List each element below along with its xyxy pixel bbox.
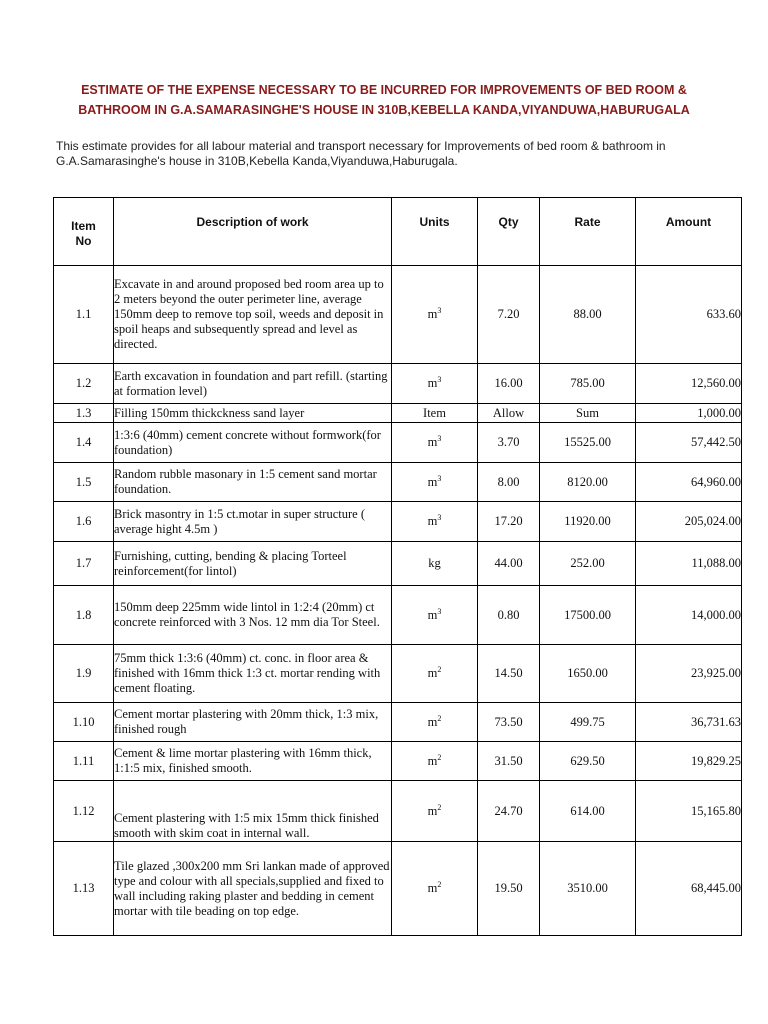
unit-exponent: 3 bbox=[437, 473, 442, 483]
unit-text: m bbox=[427, 803, 438, 818]
row-item-no: 1.8 bbox=[54, 586, 114, 645]
row-unit bbox=[392, 542, 478, 586]
table-row bbox=[54, 404, 742, 423]
row-item-no: 1.11 bbox=[54, 742, 114, 781]
table-row bbox=[54, 502, 742, 542]
row-unit bbox=[392, 404, 478, 423]
row-amount: 12,560.00 bbox=[636, 364, 742, 404]
header-item-no-line-2: No bbox=[75, 233, 92, 248]
row-amount: 19,829.25 bbox=[636, 742, 742, 781]
header-qty: Qty bbox=[478, 198, 540, 266]
row-item-no: 1.1 bbox=[54, 266, 114, 364]
row-unit bbox=[392, 703, 478, 742]
row-amount: 68,445.00 bbox=[636, 842, 742, 936]
unit-text: m bbox=[427, 514, 438, 528]
row-description: Brick masontry in 1:5 ct.motar in super structure ( average hight 4.5m ) bbox=[114, 502, 392, 542]
row-description: Cement & lime mortar plastering with 16mm thick, 1:1:5 mix, finished smooth. bbox=[114, 742, 392, 781]
row-amount: 64,960.00 bbox=[636, 463, 742, 502]
row-description: 150mm deep 225mm wide lintol in 1:2:4 (20mm) ct concrete reinforced with 3 Nos. 12 mm dia Tor Steel. bbox=[114, 586, 392, 645]
row-item-no: 1.12 bbox=[54, 781, 114, 842]
unit-text: Item bbox=[423, 405, 446, 420]
row-rate: 1650.00 bbox=[540, 645, 636, 703]
row-rate: 252.00 bbox=[540, 542, 636, 586]
row-item-no: 1.10 bbox=[54, 703, 114, 742]
row-description: Tile glazed ,300x200 mm Sri lankan made of approved type and colour with all specials,supplied and fixed to wall including raking plaster and bedding in cement mortar with tile beading on top edge. bbox=[114, 842, 392, 936]
row-description: Excavate in and around proposed bed room area up to 2 meters beyond the outer perimeter line, average 150mm deep to remove top soil, weeds and deposit in spoil heaps and subsequently spread and level as directed. bbox=[114, 266, 392, 364]
row-amount: 14,000.00 bbox=[636, 586, 742, 645]
intro-line-1: This estimate provides for all labour material and transport necessary for Improvements of bed room & bathroom in bbox=[56, 139, 666, 153]
header-description: Description of work bbox=[114, 198, 392, 266]
row-description: Filling 150mm thickckness sand layer bbox=[114, 404, 392, 423]
row-qty: 17.20 bbox=[478, 502, 540, 542]
table-header-row bbox=[54, 198, 742, 266]
header-units: Units bbox=[392, 198, 478, 266]
row-description: Cement plastering with 1:5 mix 15mm thick finished smooth with skim coat in internal wall. bbox=[114, 781, 392, 842]
row-amount: 1,000.00 bbox=[636, 404, 742, 423]
row-amount: 15,165.80 bbox=[636, 781, 742, 842]
row-rate: 629.50 bbox=[540, 742, 636, 781]
intro-paragraph bbox=[56, 139, 746, 169]
unit-text: m bbox=[427, 376, 438, 390]
unit-text: m bbox=[427, 435, 438, 449]
row-item-no: 1.5 bbox=[54, 463, 114, 502]
header-amount: Amount bbox=[636, 198, 742, 266]
row-description: Earth excavation in foundation and part refill. (starting at formation level) bbox=[114, 364, 392, 404]
title-line-1: ESTIMATE OF THE EXPENSE NECESSARY TO BE INCURRED FOR IMPROVEMENTS OF BED ROOM & bbox=[81, 83, 687, 97]
unit-text: m bbox=[427, 307, 438, 321]
row-unit bbox=[392, 742, 478, 781]
unit-exponent: 2 bbox=[437, 802, 442, 812]
row-rate: 17500.00 bbox=[540, 586, 636, 645]
row-unit bbox=[392, 586, 478, 645]
unit-exponent: 2 bbox=[437, 713, 442, 723]
row-amount: 633.60 bbox=[636, 266, 742, 364]
table-row bbox=[54, 364, 742, 404]
row-qty: 19.50 bbox=[478, 842, 540, 936]
estimate-table bbox=[53, 197, 742, 936]
row-unit bbox=[392, 266, 478, 364]
row-qty: 8.00 bbox=[478, 463, 540, 502]
table-row bbox=[54, 742, 742, 781]
header-item-no bbox=[54, 198, 114, 266]
row-rate: 785.00 bbox=[540, 364, 636, 404]
table-row bbox=[54, 842, 742, 936]
unit-text: m bbox=[427, 753, 438, 768]
header-item-no-line-1: Item bbox=[71, 218, 96, 233]
unit-exponent: 3 bbox=[437, 512, 442, 522]
table-row bbox=[54, 463, 742, 502]
row-rate: 88.00 bbox=[540, 266, 636, 364]
row-description: 75mm thick 1:3:6 (40mm) ct. conc. in floor area & finished with 16mm thick 1:3 ct. mortar rending with cement floating. bbox=[114, 645, 392, 703]
unit-text: m bbox=[427, 881, 438, 895]
row-description: Random rubble masonary in 1:5 cement sand mortar foundation. bbox=[114, 463, 392, 502]
intro-line-2: G.A.Samarasinghe's house in 310B,Kebella Kanda,Viyanduwa,Haburugala. bbox=[56, 154, 458, 168]
row-item-no: 1.9 bbox=[54, 645, 114, 703]
row-item-no: 1.4 bbox=[54, 423, 114, 463]
row-qty: 73.50 bbox=[478, 703, 540, 742]
table-row bbox=[54, 586, 742, 645]
unit-text: kg bbox=[428, 556, 441, 570]
row-rate: 614.00 bbox=[540, 781, 636, 842]
header-rate: Rate bbox=[540, 198, 636, 266]
row-item-no: 1.3 bbox=[54, 404, 114, 423]
row-qty: 14.50 bbox=[478, 645, 540, 703]
table-row bbox=[54, 781, 742, 842]
row-amount: 11,088.00 bbox=[636, 542, 742, 586]
row-qty: 24.70 bbox=[478, 781, 540, 842]
table-row bbox=[54, 645, 742, 703]
row-qty: 16.00 bbox=[478, 364, 540, 404]
unit-exponent: 3 bbox=[437, 374, 442, 384]
row-qty: 31.50 bbox=[478, 742, 540, 781]
row-amount: 205,024.00 bbox=[636, 502, 742, 542]
unit-exponent: 3 bbox=[437, 606, 442, 616]
row-rate: 8120.00 bbox=[540, 463, 636, 502]
title-line-2: BATHROOM IN G.A.SAMARASINGHE'S HOUSE IN 310B,KEBELLA KANDA,VIYANDUWA,HABURUGALA bbox=[78, 103, 690, 117]
table-row bbox=[54, 423, 742, 463]
row-rate: 15525.00 bbox=[540, 423, 636, 463]
row-item-no: 1.2 bbox=[54, 364, 114, 404]
row-amount: 36,731.63 bbox=[636, 703, 742, 742]
row-qty: 7.20 bbox=[478, 266, 540, 364]
unit-exponent: 2 bbox=[437, 752, 442, 762]
row-qty: 3.70 bbox=[478, 423, 540, 463]
table-row bbox=[54, 542, 742, 586]
table-row bbox=[54, 266, 742, 364]
unit-text: m bbox=[427, 666, 438, 680]
row-unit bbox=[392, 781, 478, 842]
row-amount: 57,442.50 bbox=[636, 423, 742, 463]
row-unit bbox=[392, 842, 478, 936]
table-row bbox=[54, 703, 742, 742]
row-unit bbox=[392, 364, 478, 404]
row-qty: 44.00 bbox=[478, 542, 540, 586]
row-rate: Sum bbox=[540, 404, 636, 423]
row-unit bbox=[392, 423, 478, 463]
unit-exponent: 3 bbox=[437, 433, 442, 443]
unit-text: m bbox=[427, 474, 438, 489]
row-description: Cement mortar plastering with 20mm thick, 1:3 mix, finished rough bbox=[114, 703, 392, 742]
row-amount: 23,925.00 bbox=[636, 645, 742, 703]
unit-text: m bbox=[427, 714, 438, 729]
row-rate: 499.75 bbox=[540, 703, 636, 742]
row-item-no: 1.13 bbox=[54, 842, 114, 936]
row-item-no: 1.7 bbox=[54, 542, 114, 586]
row-item-no: 1.6 bbox=[54, 502, 114, 542]
row-rate: 11920.00 bbox=[540, 502, 636, 542]
row-unit bbox=[392, 502, 478, 542]
row-unit bbox=[392, 463, 478, 502]
unit-text: m bbox=[427, 607, 438, 622]
row-qty: Allow bbox=[478, 404, 540, 423]
unit-exponent: 2 bbox=[437, 879, 442, 889]
row-description: 1:3:6 (40mm) cement concrete without formwork(for foundation) bbox=[114, 423, 392, 463]
unit-exponent: 3 bbox=[437, 305, 442, 315]
row-qty: 0.80 bbox=[478, 586, 540, 645]
document-title bbox=[20, 80, 748, 120]
unit-exponent: 2 bbox=[437, 664, 442, 674]
row-description: Furnishing, cutting, bending & placing Torteel reinforcement(for lintol) bbox=[114, 542, 392, 586]
row-rate: 3510.00 bbox=[540, 842, 636, 936]
row-unit bbox=[392, 645, 478, 703]
